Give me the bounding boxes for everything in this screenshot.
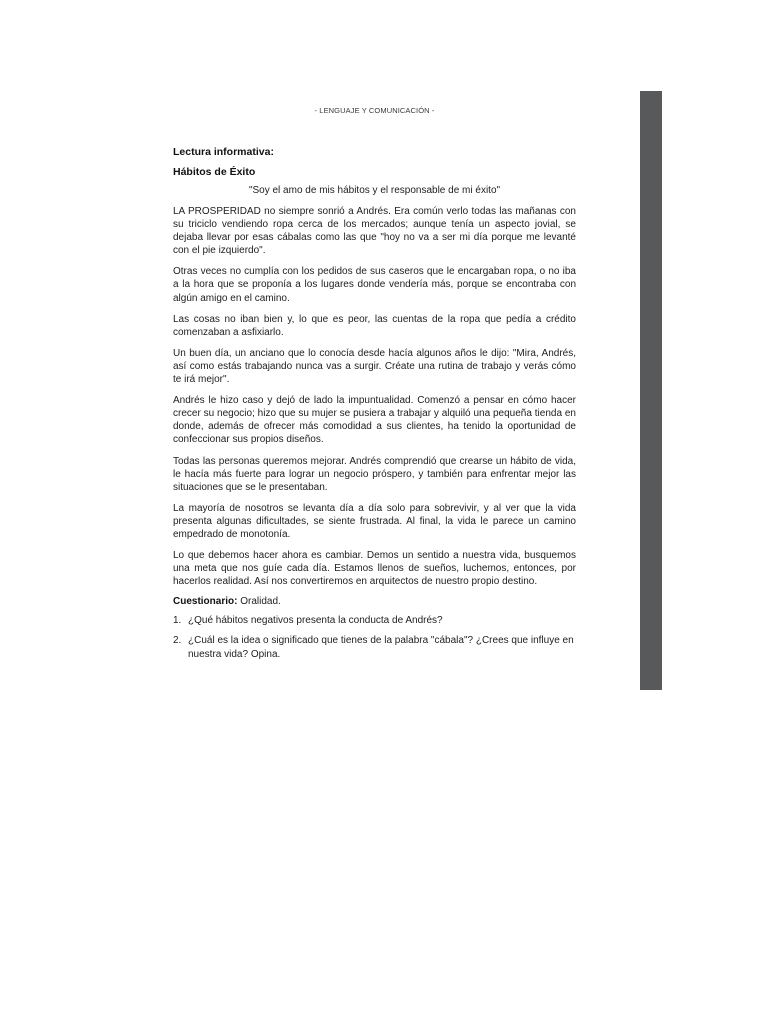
question-list [173, 614, 576, 660]
questionnaire-subject: Oralidad. [240, 596, 281, 608]
question-number: 1. [173, 615, 182, 627]
document-page [173, 106, 576, 668]
paragraph: LA PROSPERIDAD no siempre sonrió a Andrés. Era común verlo todas las mañanas con su triciclo vendiendo ropa cerca de los mercados; aunque tenía un aspecto jovial, se dejaba llevar por esas cábalas como las que "hoy no va a ser mi día porque me levanté con el pie izquierdo". [173, 206, 576, 257]
paragraph: Lo que debemos hacer ahora es cambiar. Demos un sentido a nuestra vida, busquemos una meta que nos guíe cada día. Estamos llenos de sueños, luchemos, entonces, por hacerlos realidad. Así nos convertiremos en arquitectos de nuestro propio destino. [173, 550, 576, 588]
reading-title: Hábitos de Éxito [173, 166, 256, 178]
questionnaire-label: Cuestionario: [173, 596, 238, 608]
paragraph: Andrés le hizo caso y dejó de lado la impuntualidad. Comenzó a pensar en cómo hacer crecer su negocio; hizo que su mujer se pusiera a trabajar y alquiló una pequeña tienda en donde, además de ofrecer más comodidad a sus clientes, ha tenido la oportunidad de confeccionar sus propios diseños. [173, 395, 576, 446]
paragraph: Las cosas no iban bien y, lo que es peor, las cuentas de la ropa que pedía a crédito comenzaban a asfixiarlo. [173, 313, 576, 338]
question-text: ¿Qué hábitos negativos presenta la conducta de Andrés? [188, 615, 443, 627]
page-edge-bar [640, 91, 662, 690]
paragraph: La mayoría de nosotros se levanta día a día solo para sobrevivir, y al ver que la vida presenta algunas dificultades, se siente frustrada. Al final, la vida le parece un camino empedrado de monotonía. [173, 502, 576, 540]
paragraph: Todas las personas queremos mejorar. Andrés comprendió que crearse un hábito de vida, le hacía más fuerte para lograr un negocio próspero, y también para enfrentar mejor las situaciones que se le presentaban. [173, 455, 576, 493]
paragraph: Otras veces no cumplía con los pedidos de sus caseros que le encargaban ropa, o no iba a la hora que se proponía a los lugares donde vendería más, porque se encontraba con algún amigo en el camino. [173, 266, 576, 304]
question-item [173, 614, 576, 627]
question-item [173, 634, 576, 660]
page-header: - LENGUAJE Y COMUNICACIÓN - [314, 106, 435, 115]
questionnaire-heading [173, 596, 576, 607]
paragraph: Un buen día, un anciano que lo conocía desde hacía algunos años le dijo: "Mira, Andrés, así como estás trabajando nunca vas a surgir. Créate una rutina de trabajo y verás cómo te irá mejor". [173, 347, 576, 386]
section-label: Lectura informativa: [173, 146, 274, 158]
reading-quote: "Soy el amo de mis hábitos y el responsable de mi éxito" [248, 185, 501, 196]
question-text: ¿Cuál es la idea o significado que tienes de la palabra "cábala"? ¿Crees que influye en nuestra vida? Opina. [188, 635, 574, 660]
question-number: 2. [173, 635, 182, 647]
